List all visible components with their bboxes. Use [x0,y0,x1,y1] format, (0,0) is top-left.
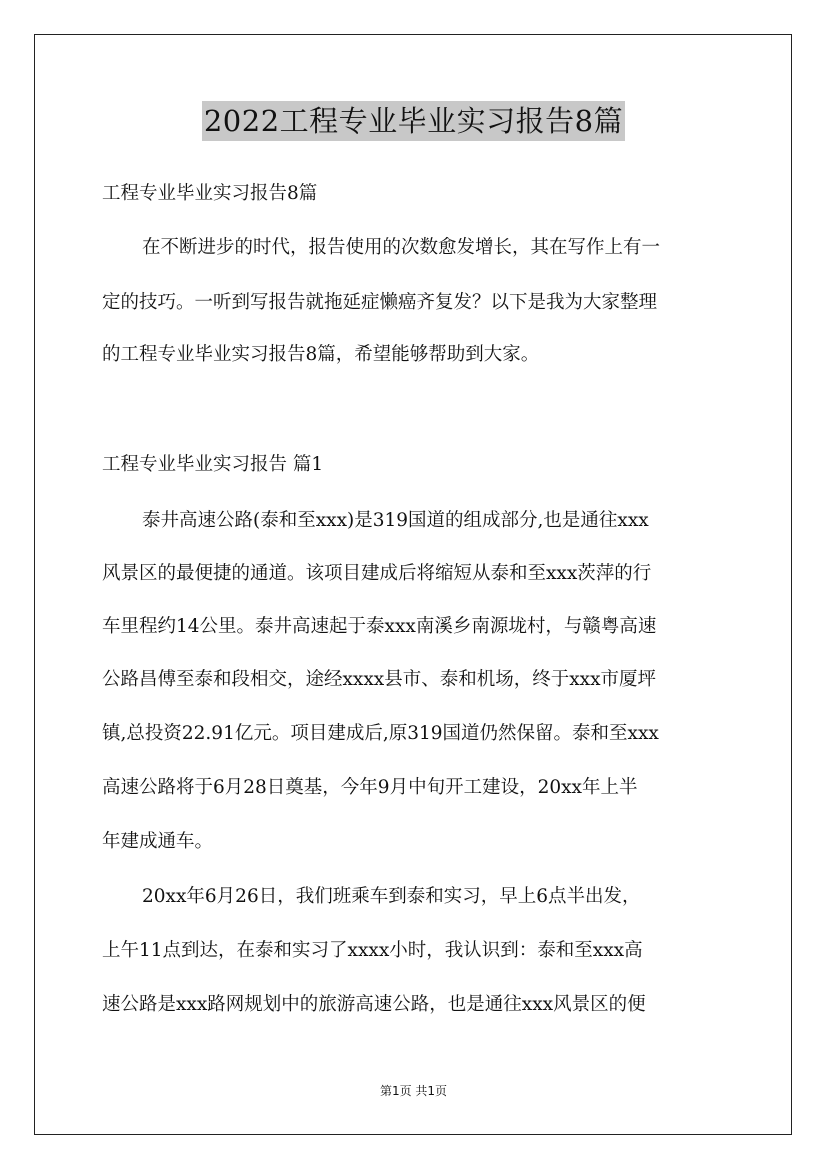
paragraph-line: 泰井高速公路(泰和至xxx)是319国道的组成部分,也是通往xxx [142,510,649,531]
document-title: 2022工程专业毕业实习报告8篇 [202,101,625,141]
page-number: 第1页 共1页 [379,1084,448,1098]
paragraph-line: 高速公路将于6月28日奠基，今年9月中旬开工建设，20xx年上半 [102,777,638,798]
paragraph-line: 20xx年6月26日，我们班乘车到泰和实习，早上6点半出发， [142,886,641,907]
document-subtitle: 工程专业毕业实习报告8篇 [102,183,318,204]
paragraph-line: 镇,总投资22.91亿元。项目建成后,原319国道仍然保留。泰和至xxx [102,723,659,744]
paragraph-line: 上午11点到达，在泰和实习了xxxx小时，我认识到：泰和至xxx高 [102,940,643,961]
intro-line: 定的技巧。一听到写报告就拖延症懒癌齐复发？以下是我为大家整理 [102,292,658,313]
section-heading: 工程专业毕业实习报告 篇1 [102,454,324,475]
paragraph-line: 车里程约14公里。泰井高速起于泰xxx南溪乡南源垅村，与赣粤高速 [102,616,657,637]
paragraph-line: 公路昌傅至泰和段相交，途经xxxx县市、泰和机场，终于xxx市厦坪 [102,669,657,690]
paragraph-line: 风景区的最便捷的通道。该项目建成后将缩短从泰和至xxx茨萍的行 [102,563,652,584]
intro-line: 在不断进步的时代，报告使用的次数愈发增长，其在写作上有一 [142,237,661,258]
paragraph-line: 年建成通车。 [102,831,214,852]
intro-line: 的工程专业毕业实习报告8篇，希望能够帮助到大家。 [102,344,540,365]
title-container [0,101,827,141]
paragraph-line: 速公路是xxx路网规划中的旅游高速公路，也是通往xxx风景区的便 [102,994,646,1015]
